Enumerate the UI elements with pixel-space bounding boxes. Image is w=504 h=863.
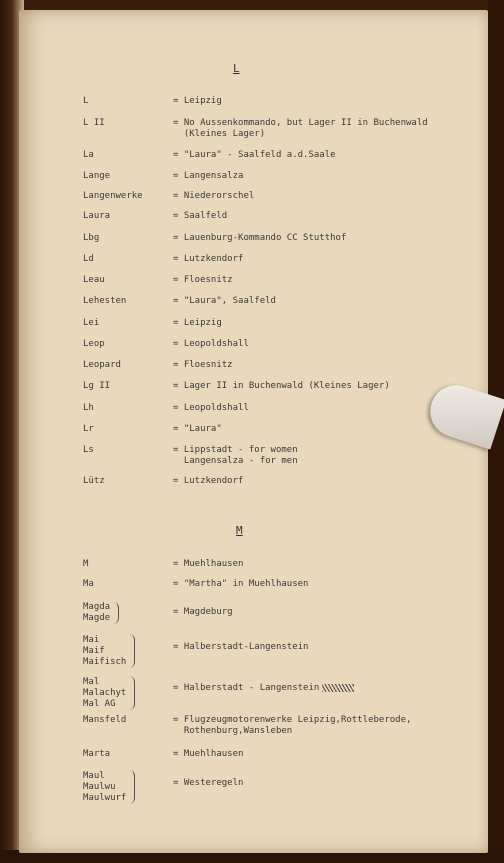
- entry-meaning: = "Laura": [173, 424, 222, 434]
- entry-meaning: = Langensalza: [173, 171, 244, 181]
- entry-meaning: = "Martha" in Muehlhausen: [173, 579, 309, 589]
- entry-meaning: = Flugzeugmotorenwerke Leipzig,Rottleberode, Rothenburg,Wansleben: [173, 715, 412, 736]
- entry-meaning: = "Laura" - Saalfeld a.d.Saale: [173, 150, 336, 160]
- entry-meaning: = Floesnitz: [173, 275, 233, 285]
- entry-meaning: [173, 683, 354, 694]
- entry-abbr: Leop: [83, 339, 105, 349]
- entry-meaning: = Westeregeln: [173, 778, 244, 788]
- entry-meaning: = Niederorschel: [173, 191, 255, 201]
- entry-meaning: = Leopoldshall: [173, 339, 249, 349]
- entry-abbr: Langenwerke: [83, 191, 143, 201]
- entry-meaning: = Leipzig: [173, 318, 222, 328]
- grouping-brace: [129, 770, 135, 804]
- entry-abbr: Lange: [83, 171, 111, 181]
- entry-meaning-text: = Halberstadt - Langenstein: [173, 683, 320, 693]
- entry-meaning: = Halberstadt-Langenstein: [173, 642, 309, 652]
- entry-abbr: Leopard: [83, 360, 121, 370]
- entry-meaning: = No Aussenkommando, but Lager II in Buchenwald (Kleines Lager): [173, 118, 428, 139]
- entry-abbr: Ls: [83, 445, 94, 455]
- entry-abbr: Lh: [83, 403, 94, 413]
- entry-meaning: = Floesnitz: [173, 360, 233, 370]
- grouping-brace: [129, 634, 135, 668]
- entry-abbr: Lg II: [83, 381, 111, 391]
- entry-abbr: Ld: [83, 254, 94, 264]
- entry-meaning: = Lutzkendorf: [173, 476, 244, 486]
- entry-meaning: = Muehlhausen: [173, 559, 244, 569]
- entry-meaning: = Saalfeld: [173, 211, 228, 221]
- entry-meaning: = Lutzkendorf: [173, 254, 244, 264]
- entry-abbr: Lehesten: [83, 296, 127, 306]
- entry-abbr: Marta: [83, 749, 111, 759]
- entry-meaning: = Magdeburg: [173, 607, 233, 617]
- entry-abbr: Lr: [83, 424, 94, 434]
- struck-out-mark: [322, 684, 354, 692]
- entry-abbr: Ma: [83, 579, 94, 589]
- entry-meaning: = Leipzig: [173, 96, 222, 106]
- entry-meaning: = Lippstadt - for women Langensalza - for men: [173, 445, 298, 466]
- section-heading-m: M: [236, 524, 243, 537]
- entry-abbr: Lei: [83, 318, 100, 328]
- entry-meaning: = "Laura", Saalfeld: [173, 296, 276, 306]
- grouping-brace: [129, 676, 135, 710]
- section-heading-l: L: [233, 62, 240, 75]
- entry-abbr: L: [83, 96, 89, 106]
- entry-abbr: M: [83, 559, 89, 569]
- entry-abbr: Mai Maif Maifisch: [83, 635, 127, 667]
- entry-abbr: Mal Malachyt Mal AG: [83, 677, 127, 709]
- entry-abbr: Leau: [83, 275, 105, 285]
- grouping-brace: [113, 602, 119, 624]
- entry-abbr: Magda Magde: [83, 602, 111, 623]
- entry-meaning: = Leopoldshall: [173, 403, 249, 413]
- entry-abbr: Maul Maulwu Maulwurf: [83, 771, 127, 803]
- entry-abbr: Laura: [83, 211, 111, 221]
- entry-abbr: Lbg: [83, 233, 100, 243]
- entry-meaning: = Lager II in Buchenwald (Kleines Lager): [173, 381, 390, 391]
- entry-meaning: = Lauenburg-Kommando CC Stutthof: [173, 233, 347, 243]
- entry-meaning: = Muehlhausen: [173, 749, 244, 759]
- entry-abbr: L II: [83, 118, 105, 128]
- entry-abbr: La: [83, 150, 94, 160]
- entry-abbr: Mansfeld: [83, 715, 127, 725]
- entry-abbr: Lütz: [83, 476, 105, 486]
